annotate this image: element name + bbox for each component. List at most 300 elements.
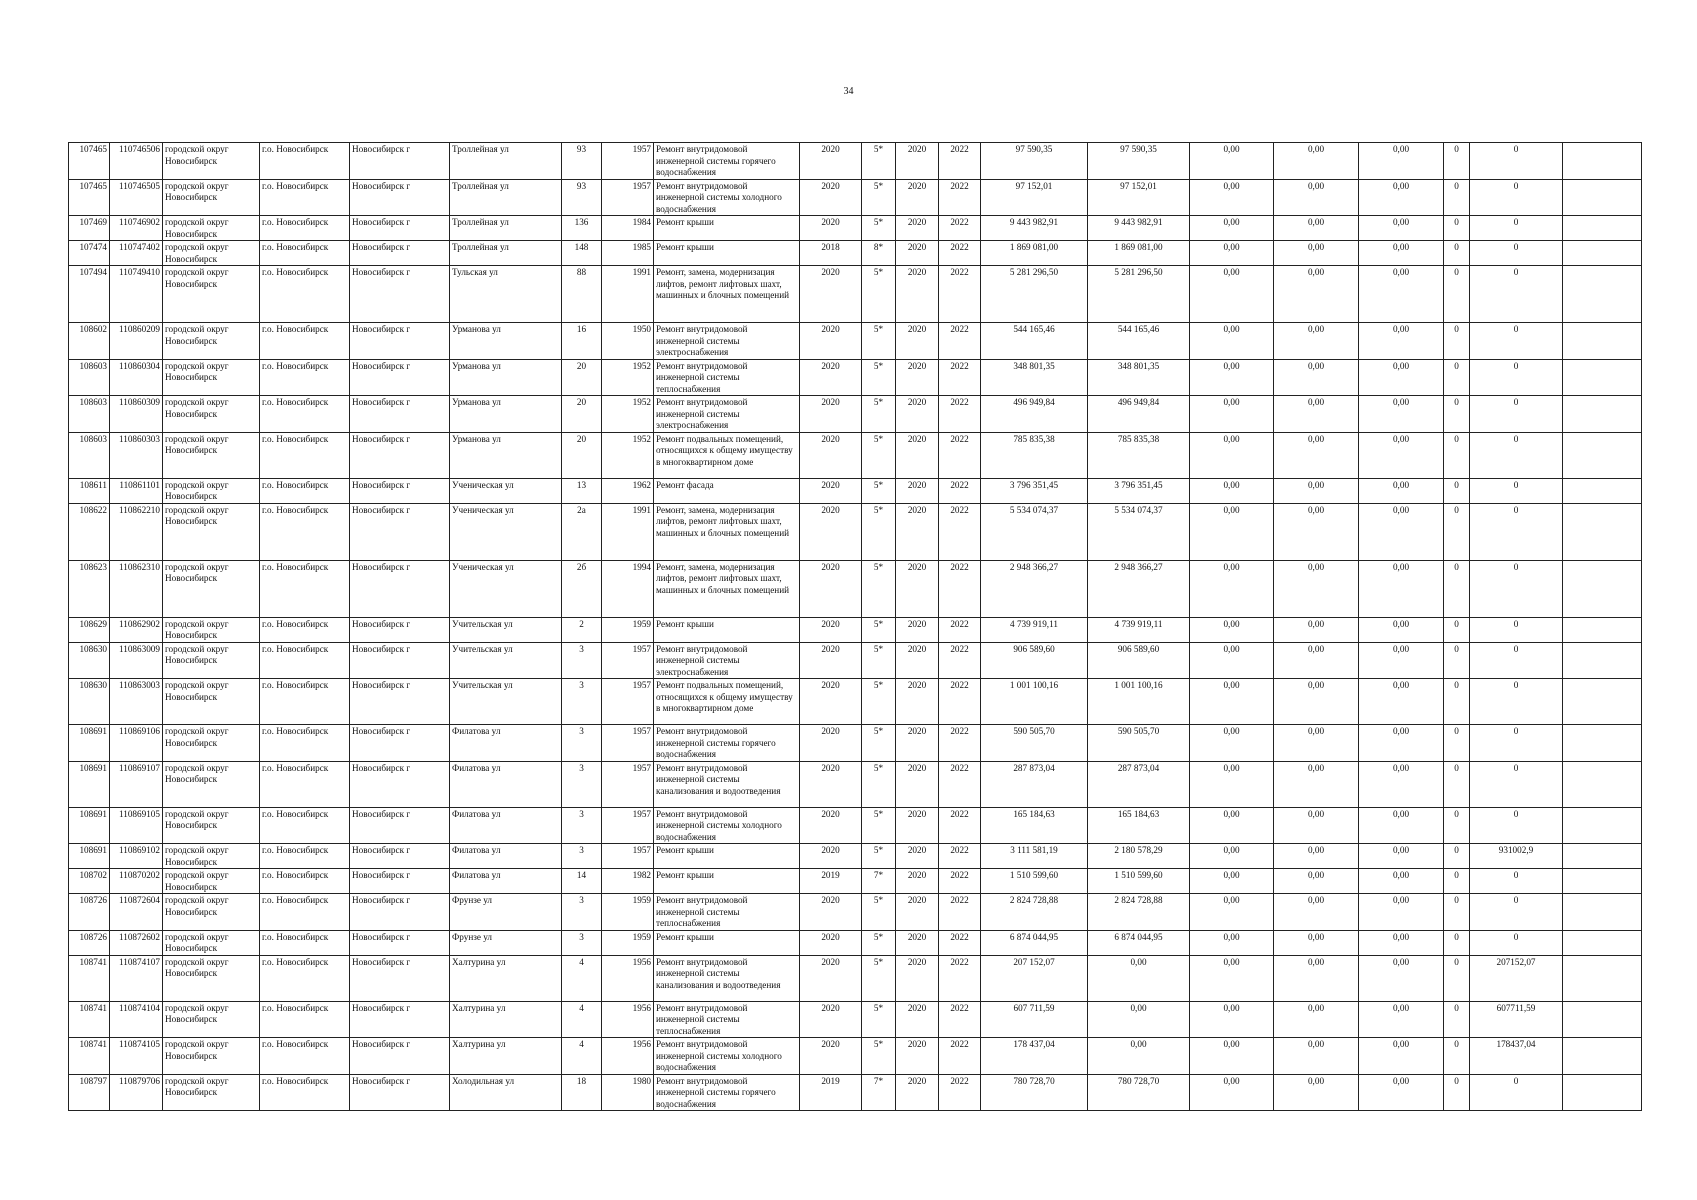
row-source-1: 0,00 — [1190, 617, 1274, 642]
row-street: Урманова ул — [450, 359, 562, 396]
row-category: 5* — [862, 642, 896, 679]
row-note — [1563, 617, 1642, 642]
row-source-1: 0,00 — [1190, 844, 1274, 869]
row-house: 4 — [562, 955, 602, 1001]
row-street: Холодильная ул — [450, 1074, 562, 1111]
row-year: 1956 — [602, 955, 654, 1001]
row-source-5: 0 — [1470, 894, 1563, 931]
row-category: 5* — [862, 1001, 896, 1038]
row-source-3: 0,00 — [1359, 894, 1444, 931]
row-municipality: городской округ Новосибирск — [163, 503, 260, 560]
row-fund-cost: 2 948 366,27 — [1088, 560, 1190, 617]
row-category: 5* — [862, 1038, 896, 1075]
row-source-5: 0 — [1470, 560, 1563, 617]
row-id: 108726 — [69, 930, 110, 955]
row-note — [1563, 396, 1642, 433]
row-total-cost: 5 534 074,37 — [981, 503, 1088, 560]
row-source-2: 0,00 — [1274, 560, 1359, 617]
row-city: Новосибирск г — [350, 869, 450, 894]
row-municipality: городской округ Новосибирск — [163, 725, 260, 762]
row-total-cost: 1 510 599,60 — [981, 869, 1088, 894]
table-row — [69, 478, 1642, 503]
row-category: 5* — [862, 432, 896, 478]
row-fund-cost: 1 869 081,00 — [1088, 241, 1190, 266]
row-source-4: 0 — [1444, 323, 1470, 360]
row-work: Ремонт подвальных помещений, относящихся к общему имуществу в многоквартирном доме — [654, 679, 800, 725]
row-source-5: 0 — [1470, 266, 1563, 323]
row-category: 5* — [862, 216, 896, 241]
row-source-1: 0,00 — [1190, 216, 1274, 241]
row-source-1: 0,00 — [1190, 955, 1274, 1001]
row-start-year: 2020 — [896, 807, 939, 844]
row-end-year: 2022 — [939, 642, 981, 679]
row-fund-cost: 1 510 599,60 — [1088, 869, 1190, 894]
row-district: г.о. Новосибирск — [260, 241, 350, 266]
row-id: 108623 — [69, 560, 110, 617]
capital-repair-table — [68, 142, 1642, 1111]
table-row — [69, 955, 1642, 1001]
row-source-4: 0 — [1444, 143, 1470, 180]
table-row — [69, 1001, 1642, 1038]
row-city: Новосибирск г — [350, 432, 450, 478]
row-municipality: городской округ Новосибирск — [163, 930, 260, 955]
row-source-1: 0,00 — [1190, 266, 1274, 323]
row-total-cost: 590 505,70 — [981, 725, 1088, 762]
row-source-5: 0 — [1470, 617, 1563, 642]
row-street: Халтурина ул — [450, 1038, 562, 1075]
row-city: Новосибирск г — [350, 894, 450, 931]
row-start-year: 2020 — [896, 679, 939, 725]
row-plan-year: 2020 — [800, 761, 862, 807]
row-district: г.о. Новосибирск — [260, 642, 350, 679]
row-work: Ремонт, замена, модернизация лифтов, ремонт лифтовых шахт, машинных и блочных помещений — [654, 503, 800, 560]
row-source-3: 0,00 — [1359, 1074, 1444, 1111]
row-end-year: 2022 — [939, 1038, 981, 1075]
row-fund-cost: 1 001 100,16 — [1088, 679, 1190, 725]
row-code: 110872604 — [110, 894, 163, 931]
table-row — [69, 869, 1642, 894]
row-start-year: 2020 — [896, 761, 939, 807]
row-end-year: 2022 — [939, 679, 981, 725]
row-category: 5* — [862, 894, 896, 931]
row-end-year: 2022 — [939, 930, 981, 955]
row-source-3: 0,00 — [1359, 679, 1444, 725]
row-street: Учительская ул — [450, 642, 562, 679]
row-id: 108630 — [69, 642, 110, 679]
row-year: 1956 — [602, 1038, 654, 1075]
row-year: 1957 — [602, 679, 654, 725]
row-street: Тульская ул — [450, 266, 562, 323]
row-source-3: 0,00 — [1359, 432, 1444, 478]
row-house: 20 — [562, 359, 602, 396]
row-source-1: 0,00 — [1190, 930, 1274, 955]
row-work: Ремонт внутридомовой инженерной системы горячего водоснабжения — [654, 143, 800, 180]
row-city: Новосибирск г — [350, 503, 450, 560]
row-district: г.о. Новосибирск — [260, 432, 350, 478]
row-id: 107469 — [69, 216, 110, 241]
row-category: 8* — [862, 241, 896, 266]
row-municipality: городской округ Новосибирск — [163, 679, 260, 725]
row-source-3: 0,00 — [1359, 359, 1444, 396]
row-source-2: 0,00 — [1274, 241, 1359, 266]
row-source-5: 0 — [1470, 241, 1563, 266]
row-plan-year: 2020 — [800, 266, 862, 323]
row-source-2: 0,00 — [1274, 930, 1359, 955]
row-municipality: городской округ Новосибирск — [163, 478, 260, 503]
row-start-year: 2020 — [896, 1038, 939, 1075]
row-start-year: 2020 — [896, 241, 939, 266]
row-fund-cost: 0,00 — [1088, 1001, 1190, 1038]
row-street: Троллейная ул — [450, 216, 562, 241]
row-source-4: 0 — [1444, 1038, 1470, 1075]
row-house: 136 — [562, 216, 602, 241]
row-source-2: 0,00 — [1274, 396, 1359, 433]
row-plan-year: 2020 — [800, 359, 862, 396]
row-plan-year: 2020 — [800, 642, 862, 679]
row-municipality: городской округ Новосибирск — [163, 955, 260, 1001]
row-end-year: 2022 — [939, 617, 981, 642]
row-year: 1957 — [602, 725, 654, 762]
row-work: Ремонт крыши — [654, 241, 800, 266]
row-note — [1563, 432, 1642, 478]
row-year: 1959 — [602, 930, 654, 955]
row-source-2: 0,00 — [1274, 725, 1359, 762]
row-plan-year: 2020 — [800, 396, 862, 433]
row-plan-year: 2020 — [800, 323, 862, 360]
row-plan-year: 2020 — [800, 894, 862, 931]
table-row — [69, 894, 1642, 931]
row-code: 110874104 — [110, 1001, 163, 1038]
table-row — [69, 179, 1642, 216]
row-id: 108691 — [69, 844, 110, 869]
row-source-2: 0,00 — [1274, 143, 1359, 180]
row-source-5: 607711,59 — [1470, 1001, 1563, 1038]
row-year: 1957 — [602, 807, 654, 844]
row-fund-cost: 2 180 578,29 — [1088, 844, 1190, 869]
row-note — [1563, 679, 1642, 725]
row-source-3: 0,00 — [1359, 725, 1444, 762]
row-street: Троллейная ул — [450, 241, 562, 266]
row-total-cost: 348 801,35 — [981, 359, 1088, 396]
row-municipality: городской округ Новосибирск — [163, 216, 260, 241]
row-source-2: 0,00 — [1274, 869, 1359, 894]
table-row — [69, 1038, 1642, 1075]
row-source-5: 0 — [1470, 869, 1563, 894]
row-work: Ремонт подвальных помещений, относящихся к общему имуществу в многоквартирном доме — [654, 432, 800, 478]
row-source-5: 931002,9 — [1470, 844, 1563, 869]
row-work: Ремонт крыши — [654, 930, 800, 955]
row-code: 110863009 — [110, 642, 163, 679]
row-start-year: 2020 — [896, 617, 939, 642]
row-source-1: 0,00 — [1190, 323, 1274, 360]
row-street: Учительская ул — [450, 679, 562, 725]
row-city: Новосибирск г — [350, 761, 450, 807]
row-source-5: 207152,07 — [1470, 955, 1563, 1001]
row-note — [1563, 642, 1642, 679]
row-id: 108630 — [69, 679, 110, 725]
row-house: 3 — [562, 894, 602, 931]
row-start-year: 2020 — [896, 432, 939, 478]
row-source-4: 0 — [1444, 807, 1470, 844]
row-municipality: городской округ Новосибирск — [163, 869, 260, 894]
row-code: 110862310 — [110, 560, 163, 617]
row-end-year: 2022 — [939, 432, 981, 478]
row-id: 108611 — [69, 478, 110, 503]
row-house: 14 — [562, 869, 602, 894]
row-house: 148 — [562, 241, 602, 266]
row-start-year: 2020 — [896, 725, 939, 762]
row-source-3: 0,00 — [1359, 761, 1444, 807]
row-year: 1957 — [602, 143, 654, 180]
row-municipality: городской округ Новосибирск — [163, 761, 260, 807]
row-fund-cost: 785 835,38 — [1088, 432, 1190, 478]
row-municipality: городской округ Новосибирск — [163, 143, 260, 180]
row-end-year: 2022 — [939, 241, 981, 266]
row-source-1: 0,00 — [1190, 1074, 1274, 1111]
row-total-cost: 9 443 982,91 — [981, 216, 1088, 241]
row-district: г.о. Новосибирск — [260, 761, 350, 807]
row-district: г.о. Новосибирск — [260, 216, 350, 241]
row-municipality: городской округ Новосибирск — [163, 1074, 260, 1111]
row-house: 4 — [562, 1038, 602, 1075]
row-city: Новосибирск г — [350, 955, 450, 1001]
row-category: 5* — [862, 679, 896, 725]
row-district: г.о. Новосибирск — [260, 930, 350, 955]
row-fund-cost: 287 873,04 — [1088, 761, 1190, 807]
row-city: Новосибирск г — [350, 143, 450, 180]
row-start-year: 2020 — [896, 642, 939, 679]
row-category: 5* — [862, 761, 896, 807]
row-street: Халтурина ул — [450, 955, 562, 1001]
row-house: 3 — [562, 725, 602, 762]
row-id: 108691 — [69, 725, 110, 762]
row-code: 110860304 — [110, 359, 163, 396]
row-source-5: 178437,04 — [1470, 1038, 1563, 1075]
row-total-cost: 544 165,46 — [981, 323, 1088, 360]
row-note — [1563, 869, 1642, 894]
row-fund-cost: 165 184,63 — [1088, 807, 1190, 844]
row-source-2: 0,00 — [1274, 679, 1359, 725]
row-note — [1563, 503, 1642, 560]
row-source-1: 0,00 — [1190, 503, 1274, 560]
row-street: Учительская ул — [450, 617, 562, 642]
row-plan-year: 2020 — [800, 617, 862, 642]
row-source-3: 0,00 — [1359, 503, 1444, 560]
row-city: Новосибирск г — [350, 396, 450, 433]
table-row — [69, 216, 1642, 241]
row-start-year: 2020 — [896, 844, 939, 869]
row-district: г.о. Новосибирск — [260, 807, 350, 844]
row-note — [1563, 807, 1642, 844]
row-work: Ремонт внутридомовой инженерной системы канализования и водоотведения — [654, 761, 800, 807]
row-total-cost: 5 281 296,50 — [981, 266, 1088, 323]
row-city: Новосибирск г — [350, 359, 450, 396]
row-source-1: 0,00 — [1190, 869, 1274, 894]
row-end-year: 2022 — [939, 478, 981, 503]
row-source-5: 0 — [1470, 679, 1563, 725]
row-code: 110749410 — [110, 266, 163, 323]
row-end-year: 2022 — [939, 179, 981, 216]
row-source-4: 0 — [1444, 955, 1470, 1001]
row-code: 110860309 — [110, 396, 163, 433]
table-row — [69, 241, 1642, 266]
row-source-3: 0,00 — [1359, 216, 1444, 241]
row-source-4: 0 — [1444, 216, 1470, 241]
row-note — [1563, 955, 1642, 1001]
row-district: г.о. Новосибирск — [260, 503, 350, 560]
row-id: 108602 — [69, 323, 110, 360]
row-municipality: городской округ Новосибирск — [163, 642, 260, 679]
row-year: 1959 — [602, 617, 654, 642]
row-house: 16 — [562, 323, 602, 360]
row-work: Ремонт внутридомовой инженерной системы горячего водоснабжения — [654, 1074, 800, 1111]
row-city: Новосибирск г — [350, 844, 450, 869]
row-street: Филатова ул — [450, 807, 562, 844]
row-year: 1957 — [602, 844, 654, 869]
table-row — [69, 432, 1642, 478]
row-id: 108603 — [69, 396, 110, 433]
row-city: Новосибирск г — [350, 179, 450, 216]
row-year: 1952 — [602, 396, 654, 433]
row-source-2: 0,00 — [1274, 844, 1359, 869]
page-number: 34 — [843, 86, 854, 97]
row-house: 2 — [562, 617, 602, 642]
row-code: 110869105 — [110, 807, 163, 844]
row-category: 5* — [862, 143, 896, 180]
row-year: 1991 — [602, 266, 654, 323]
row-source-3: 0,00 — [1359, 844, 1444, 869]
row-source-3: 0,00 — [1359, 930, 1444, 955]
row-category: 5* — [862, 396, 896, 433]
row-city: Новосибирск г — [350, 930, 450, 955]
row-end-year: 2022 — [939, 894, 981, 931]
row-work: Ремонт крыши — [654, 617, 800, 642]
row-source-4: 0 — [1444, 396, 1470, 433]
row-end-year: 2022 — [939, 1074, 981, 1111]
row-source-4: 0 — [1444, 894, 1470, 931]
row-source-2: 0,00 — [1274, 617, 1359, 642]
row-total-cost: 780 728,70 — [981, 1074, 1088, 1111]
row-work: Ремонт внутридомовой инженерной системы электроснабжения — [654, 323, 800, 360]
row-source-4: 0 — [1444, 679, 1470, 725]
row-source-1: 0,00 — [1190, 1038, 1274, 1075]
row-house: 2б — [562, 560, 602, 617]
row-total-cost: 97 152,01 — [981, 179, 1088, 216]
row-source-2: 0,00 — [1274, 1001, 1359, 1038]
row-year: 1950 — [602, 323, 654, 360]
row-street: Ученическая ул — [450, 478, 562, 503]
row-source-5: 0 — [1470, 143, 1563, 180]
row-id: 108691 — [69, 761, 110, 807]
table-row — [69, 560, 1642, 617]
row-street: Филатова ул — [450, 725, 562, 762]
row-district: г.о. Новосибирск — [260, 725, 350, 762]
row-house: 93 — [562, 179, 602, 216]
table-row — [69, 143, 1642, 180]
row-source-2: 0,00 — [1274, 323, 1359, 360]
row-fund-cost: 97 152,01 — [1088, 179, 1190, 216]
row-id: 108691 — [69, 807, 110, 844]
row-source-5: 0 — [1470, 761, 1563, 807]
row-note — [1563, 1074, 1642, 1111]
row-note — [1563, 1038, 1642, 1075]
row-fund-cost: 0,00 — [1088, 955, 1190, 1001]
row-source-3: 0,00 — [1359, 179, 1444, 216]
table-row — [69, 396, 1642, 433]
row-source-2: 0,00 — [1274, 955, 1359, 1001]
row-id: 108702 — [69, 869, 110, 894]
row-start-year: 2020 — [896, 930, 939, 955]
row-city: Новосибирск г — [350, 679, 450, 725]
row-code: 110746506 — [110, 143, 163, 180]
table-body — [69, 143, 1642, 1111]
row-source-4: 0 — [1444, 844, 1470, 869]
row-source-1: 0,00 — [1190, 761, 1274, 807]
row-house: 20 — [562, 396, 602, 433]
row-note — [1563, 323, 1642, 360]
row-code: 110860303 — [110, 432, 163, 478]
row-source-2: 0,00 — [1274, 478, 1359, 503]
row-work: Ремонт крыши — [654, 844, 800, 869]
row-code: 110861101 — [110, 478, 163, 503]
row-category: 5* — [862, 359, 896, 396]
row-street: Троллейная ул — [450, 143, 562, 180]
row-category: 7* — [862, 869, 896, 894]
row-plan-year: 2020 — [800, 1001, 862, 1038]
row-code: 110862210 — [110, 503, 163, 560]
row-plan-year: 2020 — [800, 560, 862, 617]
row-start-year: 2020 — [896, 143, 939, 180]
row-source-3: 0,00 — [1359, 266, 1444, 323]
row-source-4: 0 — [1444, 617, 1470, 642]
row-source-5: 0 — [1470, 503, 1563, 560]
row-fund-cost: 906 589,60 — [1088, 642, 1190, 679]
row-start-year: 2020 — [896, 216, 939, 241]
row-code: 110746902 — [110, 216, 163, 241]
row-district: г.о. Новосибирск — [260, 478, 350, 503]
row-district: г.о. Новосибирск — [260, 179, 350, 216]
row-code: 110874107 — [110, 955, 163, 1001]
row-source-4: 0 — [1444, 266, 1470, 323]
row-district: г.о. Новосибирск — [260, 869, 350, 894]
row-code: 110747402 — [110, 241, 163, 266]
row-id: 107494 — [69, 266, 110, 323]
row-note — [1563, 266, 1642, 323]
table-row — [69, 761, 1642, 807]
row-source-1: 0,00 — [1190, 179, 1274, 216]
row-note — [1563, 1001, 1642, 1038]
row-source-2: 0,00 — [1274, 642, 1359, 679]
row-end-year: 2022 — [939, 955, 981, 1001]
row-municipality: городской округ Новосибирск — [163, 266, 260, 323]
table-row — [69, 807, 1642, 844]
row-source-4: 0 — [1444, 179, 1470, 216]
row-end-year: 2022 — [939, 761, 981, 807]
row-source-3: 0,00 — [1359, 642, 1444, 679]
row-year: 1982 — [602, 869, 654, 894]
row-id: 108603 — [69, 359, 110, 396]
row-work: Ремонт крыши — [654, 869, 800, 894]
row-source-3: 0,00 — [1359, 869, 1444, 894]
row-fund-cost: 0,00 — [1088, 1038, 1190, 1075]
row-municipality: городской округ Новосибирск — [163, 323, 260, 360]
row-start-year: 2020 — [896, 869, 939, 894]
row-total-cost: 607 711,59 — [981, 1001, 1088, 1038]
row-street: Фрунзе ул — [450, 930, 562, 955]
row-end-year: 2022 — [939, 725, 981, 762]
row-house: 93 — [562, 143, 602, 180]
row-total-cost: 1 001 100,16 — [981, 679, 1088, 725]
